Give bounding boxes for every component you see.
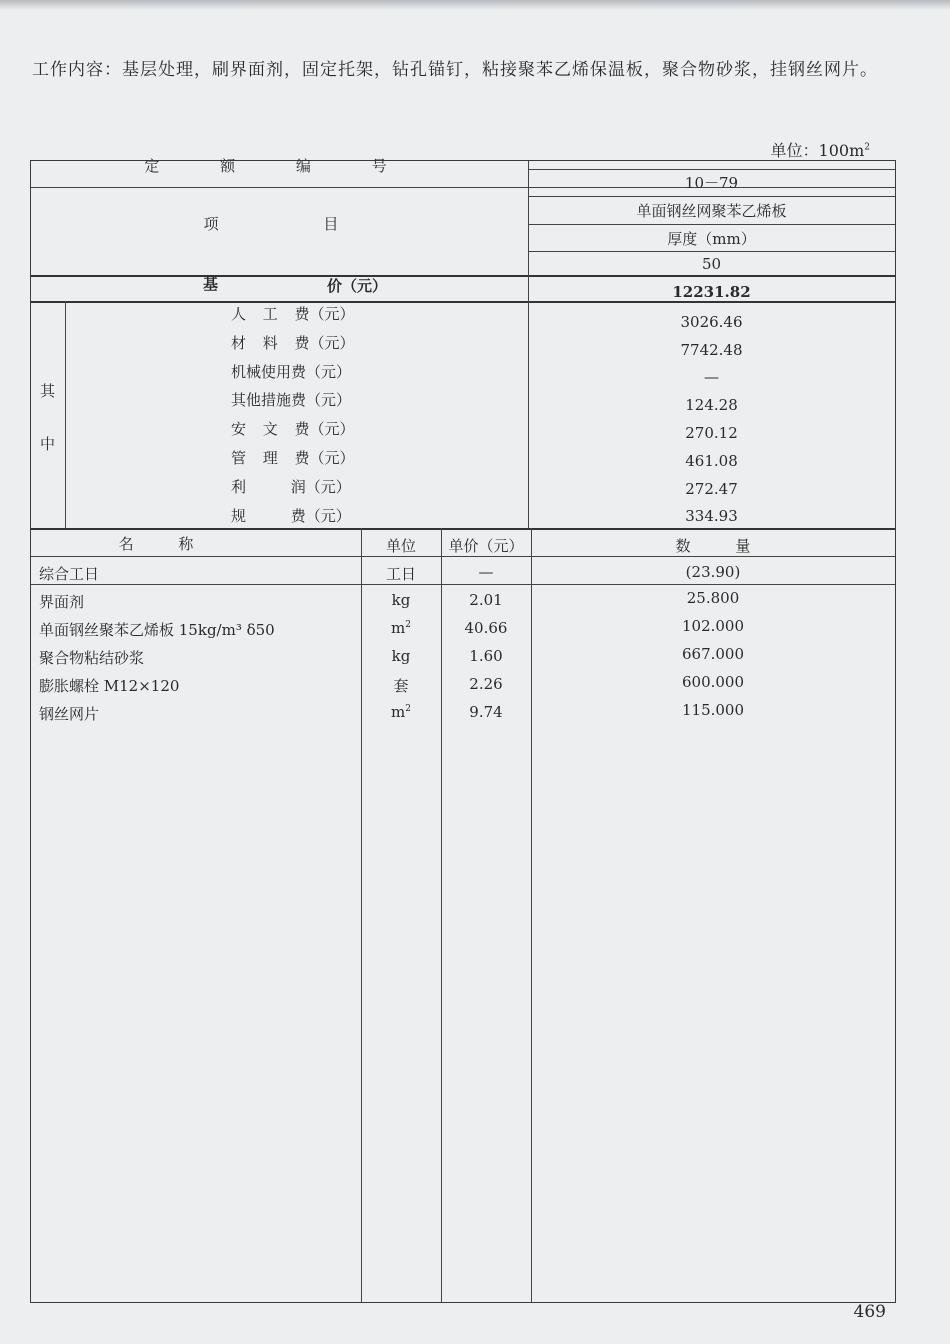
- page-number: 469: [853, 1302, 886, 1322]
- material-price: 1.60: [469, 647, 503, 665]
- item-label: 项 目: [203, 215, 339, 233]
- row-divider: [31, 528, 895, 530]
- quota-number: 10－79: [684, 174, 739, 192]
- work-content: 工作内容：基层处理，刷界面剂，固定托架，钻孔锚钉，粘接聚苯乙烯保温板，聚合物砂浆，挂钢丝网片。: [32, 60, 878, 80]
- material-name: 膨胀螺栓 M12×120: [39, 677, 180, 695]
- base-price-unit: 价（元）: [327, 277, 388, 295]
- breakdown-value: —: [704, 368, 719, 386]
- col-divider: [441, 528, 442, 1302]
- material-unit: 套: [393, 677, 409, 695]
- breakdown-label: 利 润（元）: [231, 478, 351, 496]
- col-header-price: 单价（元）: [448, 537, 524, 555]
- breakdown-label: 安 文 费（元）: [231, 420, 355, 438]
- row-divider: [528, 251, 895, 252]
- breakdown-value: 461.08: [685, 452, 738, 470]
- breakdown-label: 其他措施费（元）: [231, 391, 352, 409]
- breakdown-label: 机械使用费（元）: [231, 363, 352, 381]
- material-name: 界面剂: [39, 593, 85, 611]
- row-divider: [528, 196, 895, 197]
- spec-value: 50: [701, 255, 722, 273]
- material-unit: 工日: [385, 565, 416, 583]
- base-price-value: 12231.82: [672, 283, 751, 301]
- material-qty: 667.000: [681, 645, 745, 663]
- material-name: 单面钢丝聚苯乙烯板 15kg/m³ δ50: [39, 621, 275, 639]
- material-qty: 600.000: [681, 673, 745, 691]
- row-divider: [31, 584, 895, 585]
- material-unit: kg: [391, 647, 411, 665]
- col-divider: [65, 301, 66, 528]
- col-header-name: 名 称: [118, 535, 194, 553]
- col-header-unit: 单位: [385, 537, 416, 555]
- breakdown-group-label: 其: [40, 382, 56, 400]
- material-unit: $m^2$: [391, 703, 411, 721]
- breakdown-group-label: 中: [40, 435, 56, 453]
- col-header-qty: 数 量: [675, 537, 751, 555]
- breakdown-label: 规 费（元）: [231, 507, 351, 525]
- breakdown-value: 272.47: [685, 480, 738, 498]
- material-qty: 115.000: [681, 701, 745, 719]
- breakdown-label: 材 料 费（元）: [231, 334, 355, 352]
- material-price: 2.26: [469, 675, 503, 693]
- material-unit: $m^2$: [391, 619, 411, 637]
- unit-label: 单位：$100m^2$: [770, 141, 870, 160]
- row-divider: [528, 169, 895, 170]
- col-divider: [361, 528, 362, 1302]
- breakdown-value: 270.12: [685, 424, 738, 442]
- quota-number-label: 定 额 编 号: [144, 157, 415, 175]
- material-qty: 102.000: [681, 617, 745, 635]
- material-price: 2.01: [469, 591, 503, 609]
- row-divider: [31, 275, 895, 277]
- row-divider: [528, 224, 895, 225]
- row-divider: [31, 301, 895, 303]
- material-price: —: [478, 563, 494, 581]
- material-price: 9.74: [469, 703, 503, 721]
- material-unit: kg: [391, 591, 411, 609]
- item-name: 单面钢丝网聚苯乙烯板: [636, 202, 787, 220]
- material-price: 40.66: [464, 619, 508, 637]
- breakdown-value: 3026.46: [680, 313, 743, 331]
- spec-label: 厚度（mm）: [667, 230, 756, 248]
- breakdown-value: 334.93: [685, 507, 738, 525]
- breakdown-label: 管 理 费（元）: [231, 449, 355, 467]
- row-divider: [31, 556, 895, 557]
- breakdown-value: 124.28: [685, 396, 738, 414]
- breakdown-value: 7742.48: [680, 341, 743, 359]
- material-qty: 25.800: [686, 589, 740, 607]
- material-qty: (23.90): [685, 563, 741, 581]
- base-price-label: 基: [203, 275, 219, 293]
- material-name: 综合工日: [39, 565, 100, 583]
- material-name: 钢丝网片: [39, 705, 100, 723]
- breakdown-label: 人 工 费（元）: [231, 305, 355, 323]
- quota-table: [30, 157, 896, 1303]
- material-name: 聚合物粘结砂浆: [39, 649, 145, 667]
- page-edge-shadow: [0, 0, 950, 10]
